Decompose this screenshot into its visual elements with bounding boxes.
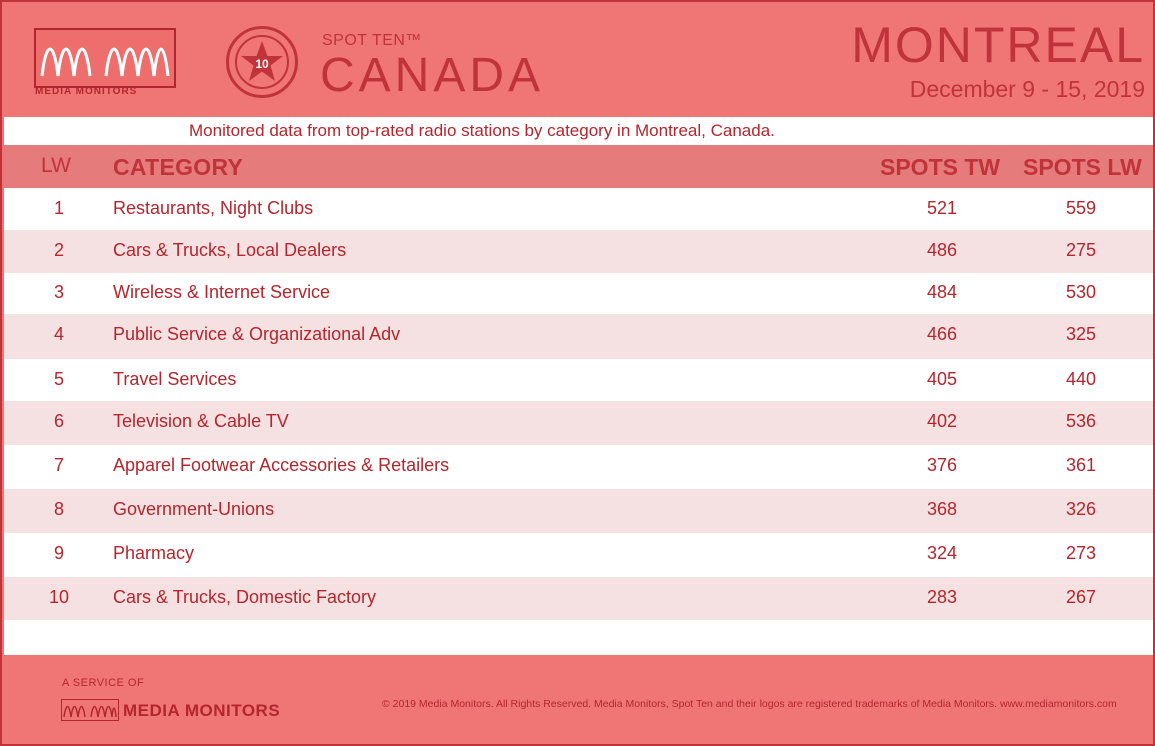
rankings-table: [4, 145, 1153, 655]
cell-lw: 3: [53, 282, 64, 302]
cell-spots-lw: 559: [1065, 198, 1097, 218]
cell-spots-lw: 361: [1065, 455, 1097, 475]
cell-spots-tw: 521: [926, 198, 958, 218]
cell-lw: 9: [53, 543, 64, 563]
footer: [4, 655, 1153, 744]
cell-spots-tw: 283: [926, 587, 958, 607]
media-monitors-logo-icon: [34, 28, 176, 88]
subtitle: Monitored data from top-rated radio stations by category in Montreal, Canada.: [189, 121, 775, 140]
date-range: December 9 - 15, 2019: [909, 76, 1145, 102]
logo-caption: MEDIA MONITORS: [35, 86, 138, 97]
cell-spots-tw: 402: [926, 411, 958, 431]
badge-number: 10: [255, 57, 269, 71]
table-row: [4, 401, 1153, 445]
cell-spots-lw: 325: [1065, 324, 1097, 344]
cell-category: Government-Unions: [113, 499, 275, 519]
cell-lw: 1: [53, 198, 64, 218]
cell-spots-lw: 267: [1065, 587, 1097, 607]
cell-spots-tw: 486: [926, 240, 958, 260]
cell-lw: 6: [53, 411, 64, 431]
service-label: A SERVICE OF: [62, 677, 145, 689]
cell-category: Pharmacy: [113, 543, 195, 563]
cell-spots-lw: 536: [1065, 411, 1097, 431]
star-badge-icon: [226, 26, 298, 98]
cell-category: Cars & Trucks, Local Dealers: [113, 240, 347, 260]
cell-spots-tw: 376: [926, 455, 958, 475]
header: [2, 2, 1153, 117]
cell-category: Cars & Trucks, Domestic Factory: [113, 587, 377, 607]
table-row: [4, 359, 1153, 401]
cell-category: Travel Services: [113, 369, 237, 389]
cell-spots-tw: 484: [926, 282, 958, 302]
cell-spots-lw: 326: [1065, 499, 1097, 519]
cell-lw: 10: [48, 587, 70, 607]
table-row: [4, 445, 1153, 489]
table-row: [4, 272, 1153, 315]
header-spots-tw: SPOTS TW: [880, 154, 1001, 180]
cell-spots-lw: 530: [1065, 282, 1097, 302]
city-title: MONTREAL: [851, 17, 1145, 73]
cell-category: Wireless & Internet Service: [113, 282, 331, 302]
cell-spots-tw: 368: [926, 499, 958, 519]
spot-ten-label: SPOT TEN™: [322, 32, 422, 49]
cell-category: Television & Cable TV: [113, 411, 289, 431]
header-category: CATEGORY: [113, 154, 244, 180]
cell-category: Public Service & Organizational Adv: [113, 324, 401, 344]
table-row: [4, 230, 1153, 273]
cell-lw: 4: [53, 324, 64, 344]
cell-spots-tw: 405: [926, 369, 958, 389]
table-row: [4, 188, 1153, 231]
header-spots-lw: SPOTS LW: [1023, 154, 1142, 180]
copyright: © 2019 Media Monitors. All Rights Reserved. Media Monitors, Spot Ten and their logos are registered trademarks of Media Monitors. www.mediamonitors.com: [382, 698, 1117, 710]
cell-spots-lw: 440: [1065, 369, 1097, 389]
cell-spots-tw: 466: [926, 324, 958, 344]
country-title: CANADA: [320, 49, 545, 102]
table-row: [4, 314, 1153, 359]
cell-lw: 8: [53, 499, 64, 519]
table-header: [4, 145, 1153, 188]
cell-lw: 5: [53, 369, 64, 389]
table-row: [4, 489, 1153, 533]
subtitle-bar: [4, 117, 1153, 145]
cell-lw: 2: [53, 240, 64, 260]
header-lw: LW: [41, 154, 71, 177]
cell-category: Apparel Footwear Accessories & Retailers: [113, 455, 450, 475]
cell-spots-tw: 324: [926, 543, 958, 563]
cell-category: Restaurants, Night Clubs: [113, 198, 314, 218]
cell-lw: 7: [53, 455, 64, 475]
table-row: [4, 577, 1153, 620]
footer-logo-icon: [61, 699, 119, 726]
cell-spots-lw: 273: [1065, 543, 1097, 563]
cell-spots-lw: 275: [1065, 240, 1097, 260]
footer-brand: MEDIA MONITORS: [123, 701, 281, 720]
table-row: [4, 533, 1153, 577]
